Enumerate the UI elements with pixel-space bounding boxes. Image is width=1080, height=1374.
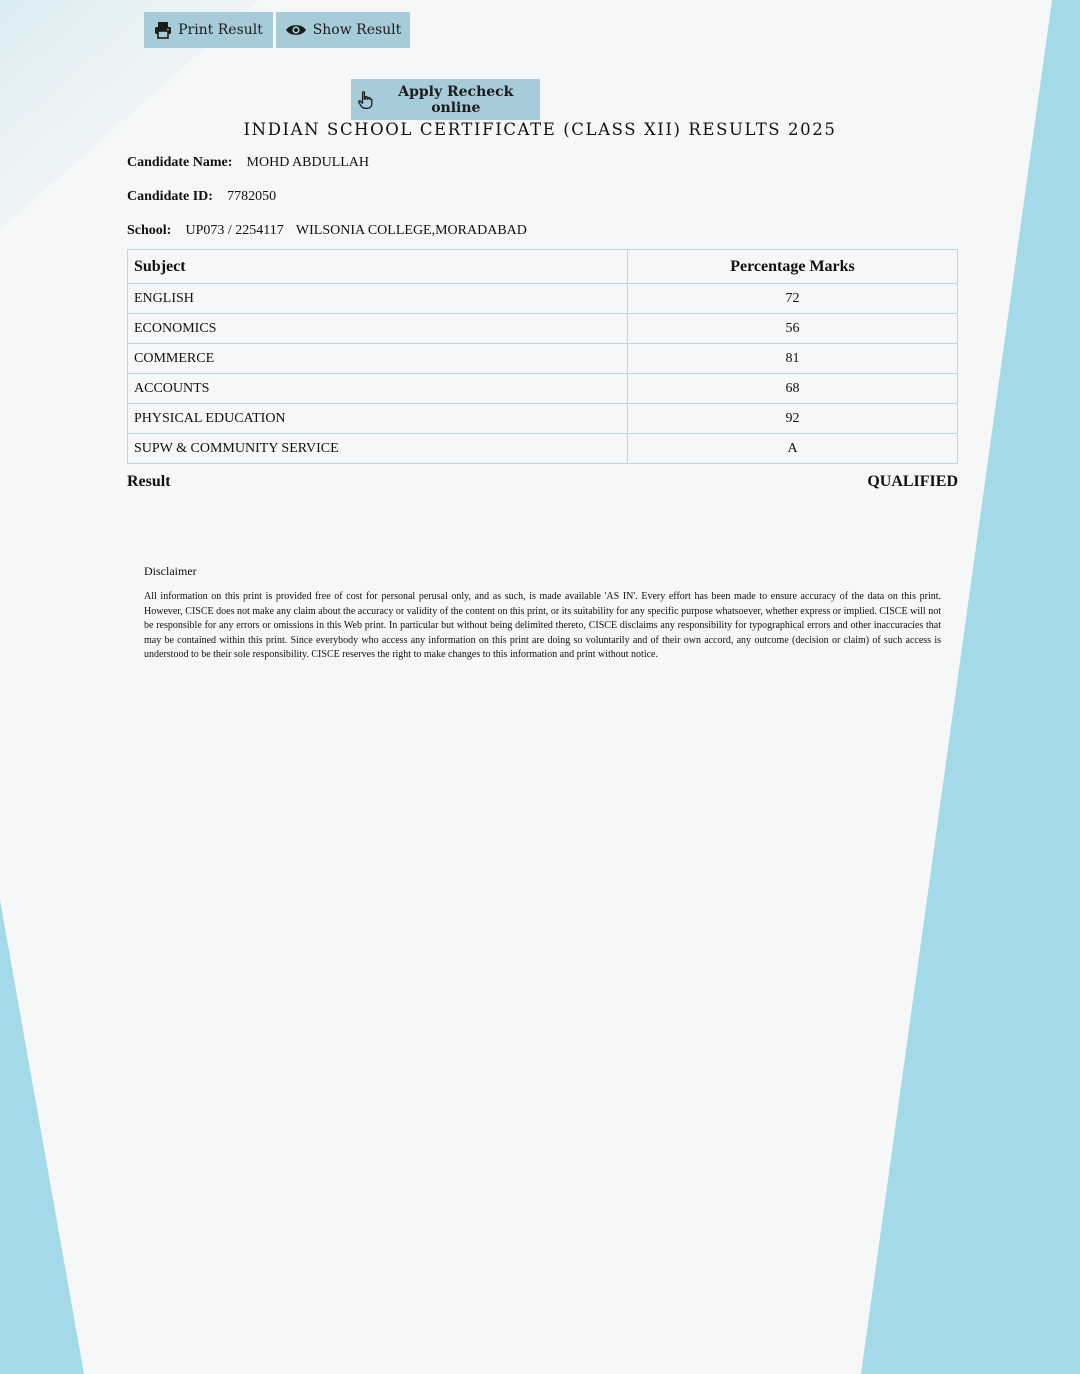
candidate-id-label: Candidate ID: [127,189,213,204]
table-row [128,284,958,314]
result-label: Result [127,473,171,490]
marks-cell: 68 [628,374,958,404]
eye-icon [285,23,307,37]
table-row [128,374,958,404]
marks-cell: 81 [628,344,958,374]
subject-cell: PHYSICAL EDUCATION [128,404,628,434]
school-code: UP073 / 2254117 [185,223,284,238]
subject-cell: ACCOUNTS [128,374,628,404]
percentage-header: Percentage Marks [628,250,958,284]
candidate-name-label: Candidate Name: [127,155,233,170]
subject-header: Subject [128,250,628,284]
subject-cell: COMMERCE [128,344,628,374]
school-row [127,223,527,239]
candidate-id-value: 7782050 [227,189,277,204]
pointing-hand-icon [357,90,374,110]
print-result-button[interactable] [144,12,273,48]
table-row [128,314,958,344]
page-title: INDIAN SCHOOL CERTIFICATE (CLASS XII) RESULTS 2025 [243,120,837,139]
marks-cell: 56 [628,314,958,344]
school-name: WILSONIA COLLEGE,MORADABAD [295,223,527,238]
result-row [127,473,958,491]
apply-recheck-button[interactable] [351,79,540,120]
candidate-id-row [127,189,276,205]
marks-table [127,249,958,464]
candidate-name-value: MOHD ABDULLAH [246,155,370,170]
disclaimer-text: All information on this print is provided free of cost for personal perusal only, and as such, is made available 'AS IN'. Every effort has been made to ensure accuracy of the data on this print. However, CISCE does not make any claim about the accuracy or validity of the content on this print, or its suitability for any specific purpose whatsoever, whether express or implied. CISCE will not be responsible for any errors or omissions in this Web print. In particular but without being delimited thereto, CISCE disclaims any responsibility for typographical errors and other inaccuracies that may be contained within this print. Since everybody who access any information on this print are doing so voluntarily and of their own accord, any outcome (decision or claim) of such access is understood to be their sole responsibility. CISCE reserves the right to make changes to this information and print without notice. [144,591,941,660]
marks-cell: A [628,434,958,464]
printer-icon [154,21,172,39]
print-result-label: Print Result [178,22,263,38]
marks-cell: 92 [628,404,958,434]
subject-cell: ENGLISH [128,284,628,314]
disclaimer-section [144,564,941,663]
show-result-label: Show Result [312,22,402,38]
subject-cell: SUPW & COMMUNITY SERVICE [128,434,628,464]
subject-cell: ECONOMICS [128,314,628,344]
apply-recheck-label: Apply Recheck online [398,83,514,116]
result-value: QUALIFIED [867,473,958,490]
table-row [128,404,958,434]
school-label: School: [127,223,172,238]
show-result-button[interactable] [276,12,410,48]
candidate-name-row [127,155,369,171]
marks-cell: 72 [628,284,958,314]
table-row [128,344,958,374]
table-row [128,434,958,464]
marks-header-row [128,250,958,284]
disclaimer-heading: Disclaimer [144,564,197,578]
